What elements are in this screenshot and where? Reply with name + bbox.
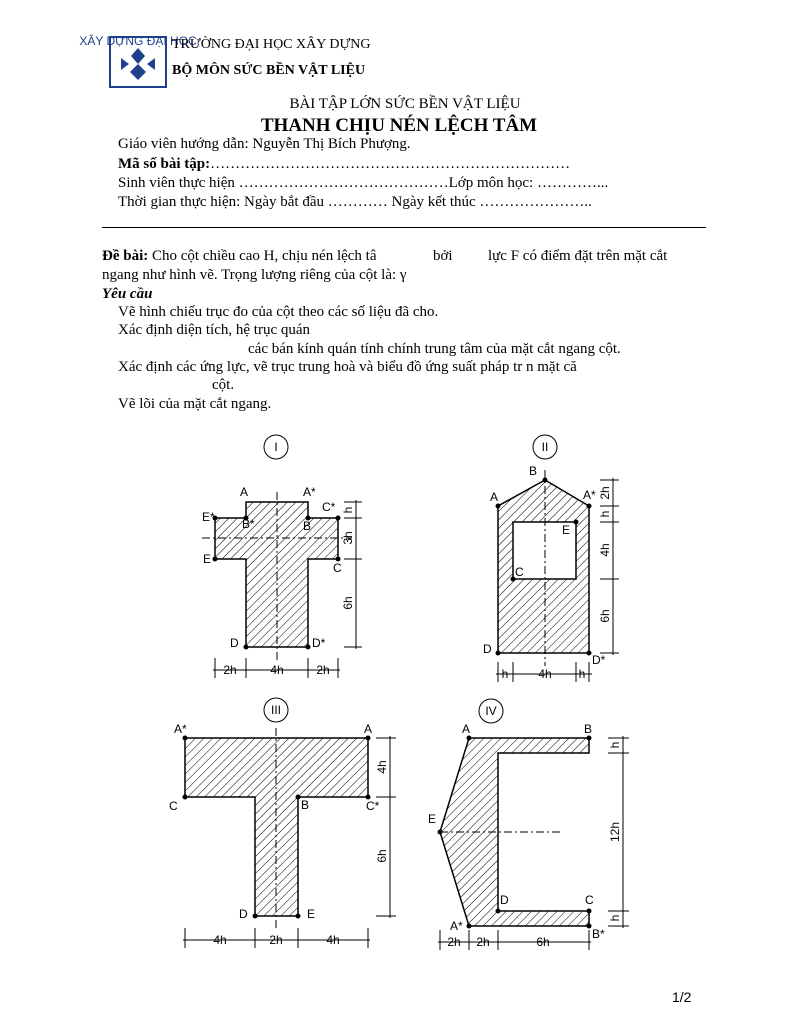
fig1-label-C: C (333, 561, 342, 575)
figure-1-number: I (274, 440, 278, 454)
fig3-dim-bottom-1: 4h (213, 933, 227, 947)
fig2-dim-bottom-2: 4h (538, 667, 552, 681)
requirement-3b: cột. (212, 377, 235, 393)
code-dots: ……………………………………………………………… (210, 156, 571, 172)
assignment-subtitle: THANH CHỊU NÉN LỆCH TÂM (260, 115, 538, 136)
student-line: Sinh viên thực hiện ……………………………………Lớp môn học: …………... (118, 175, 609, 191)
fig2-label-D-star: D* (592, 653, 606, 667)
fig1-label-B: B (303, 519, 312, 533)
figure-4-number: IV (485, 704, 497, 718)
fig3-dim-right-2: 6h (375, 849, 389, 863)
school-name: TRƯỜNG ĐẠI HỌC XÂY DỰNG (172, 37, 371, 52)
fig2-label-A-star: A* (583, 488, 596, 502)
fig3-label-C: C (169, 799, 178, 813)
department-name: BỘ MÔN SỨC BỀN VẬT LIỆU (172, 63, 366, 78)
figure-3-number: III (270, 703, 282, 717)
fig3-label-D: D (239, 907, 248, 921)
fig4-label-C: C (585, 893, 594, 907)
fig1-label-E: E (203, 552, 212, 566)
fig1-dim-right-1: h (341, 506, 355, 514)
fig2-label-B: B (529, 464, 538, 478)
problem-text-b: bởi (433, 248, 453, 264)
fig1-dim-bottom-1: 2h (223, 663, 237, 677)
fig1-label-A-star: A* (303, 485, 316, 499)
fig2-dim-bottom-3: h (578, 667, 586, 681)
fig2-label-D: D (483, 642, 492, 656)
fig1-label-B-star: B* (242, 517, 255, 531)
fig3-label-B: B (301, 798, 310, 812)
fig1-dim-right-3: 6h (341, 596, 355, 610)
requirement-1: Vẽ hình chiếu trục đo của cột theo các số liệu đã cho. (118, 304, 439, 320)
fig1-label-E-star: E* (202, 510, 215, 524)
fig4-label-D: D (500, 893, 509, 907)
fig1-dim-right-2: 3h (341, 531, 355, 545)
requirement-2b: các bán kính quán tính chính trung tâm của mặt cắt ngang cột. (248, 341, 621, 357)
problem-label: Đề bài: (102, 248, 149, 264)
fig3-label-C-star: C* (366, 799, 380, 813)
fig4-dim-bottom-3: 6h (536, 935, 550, 949)
fig2-label-E: E (562, 523, 571, 537)
fig4-dim-right-3: h (608, 914, 622, 922)
logo-text: XÂY DỰNG ĐẠI HỌC (79, 34, 197, 48)
figure-2-number: II (541, 440, 549, 454)
fig3-dim-right-1: 4h (375, 760, 389, 774)
requirement-4: Vẽ lõi của mặt cắt ngang. (118, 396, 272, 412)
requirement-2: Xác định diện tích, hệ trục quán (118, 322, 311, 338)
fig3-dim-bottom-3: 4h (326, 933, 340, 947)
figure-2-section (498, 480, 589, 653)
fig4-dim-right-1: h (608, 741, 622, 749)
requirements-label: Yêu cầu (102, 286, 153, 302)
fig4-label-B-star: B* (592, 927, 605, 941)
fig4-label-A: A (462, 722, 471, 736)
fig3-label-A-star: A* (174, 722, 187, 736)
fig3-label-A: A (364, 722, 373, 736)
fig4-dim-bottom-1: 2h (447, 935, 461, 949)
fig2-dim-bottom-1: h (501, 667, 509, 681)
fig1-dim-bottom-3: 2h (316, 663, 330, 677)
fig2-dim-right-1: 2h (598, 486, 612, 500)
fig1-dim-bottom-2: 4h (270, 663, 284, 677)
figure-1 (202, 435, 362, 678)
assignment-title: BÀI TẬP LỚN SỨC BỀN VẬT LIỆU (289, 96, 521, 112)
figure-4 (428, 699, 629, 950)
requirement-3: Xác định các ứng lực, vẽ trục trung hoà và biểu đồ ứng suất pháp tr n mặt că (118, 359, 577, 375)
teacher-line: Giáo viên hướng dẫn: Nguyễn Thị Bích Phượng. (118, 136, 411, 152)
fig4-label-E: E (428, 812, 437, 826)
fig2-dim-right-2: h (598, 510, 612, 518)
fig2-dim-right-4: 6h (598, 609, 612, 623)
fig1-label-C-star: C* (322, 500, 336, 514)
figure-2 (483, 435, 619, 682)
fig1-label-A: A (240, 485, 249, 499)
fig2-dim-right-3: 4h (598, 543, 612, 557)
fig3-dim-bottom-2: 2h (269, 933, 283, 947)
fig4-dim-right-2: 12h (608, 821, 622, 843)
time-line: Thời gian thực hiện: Ngày bắt đầu ………… Ngày kết thúc ………………….. (118, 194, 592, 210)
fig2-label-C: C (515, 565, 524, 579)
fig2-label-A: A (490, 490, 499, 504)
problem-line-2: ngang như hình vẽ. Trọng lượng riêng của cột là: γ (102, 267, 407, 283)
problem-text-a: Cho cột chiều cao H, chịu nén lệch tâ (148, 248, 377, 264)
figure-3 (169, 698, 396, 948)
fig1-label-D-star: D* (312, 636, 326, 650)
fig3-label-E: E (307, 907, 316, 921)
code-label: Mã số bài tập: (118, 156, 211, 172)
problem-text-c: lực F có điểm đặt trên mặt cắt (488, 248, 668, 264)
fig1-label-D: D (230, 636, 239, 650)
page-number: 1/2 (672, 989, 692, 1005)
fig4-dim-bottom-2: 2h (476, 935, 490, 949)
fig4-label-B: B (584, 722, 593, 736)
fig4-label-A-star: A* (450, 919, 463, 933)
